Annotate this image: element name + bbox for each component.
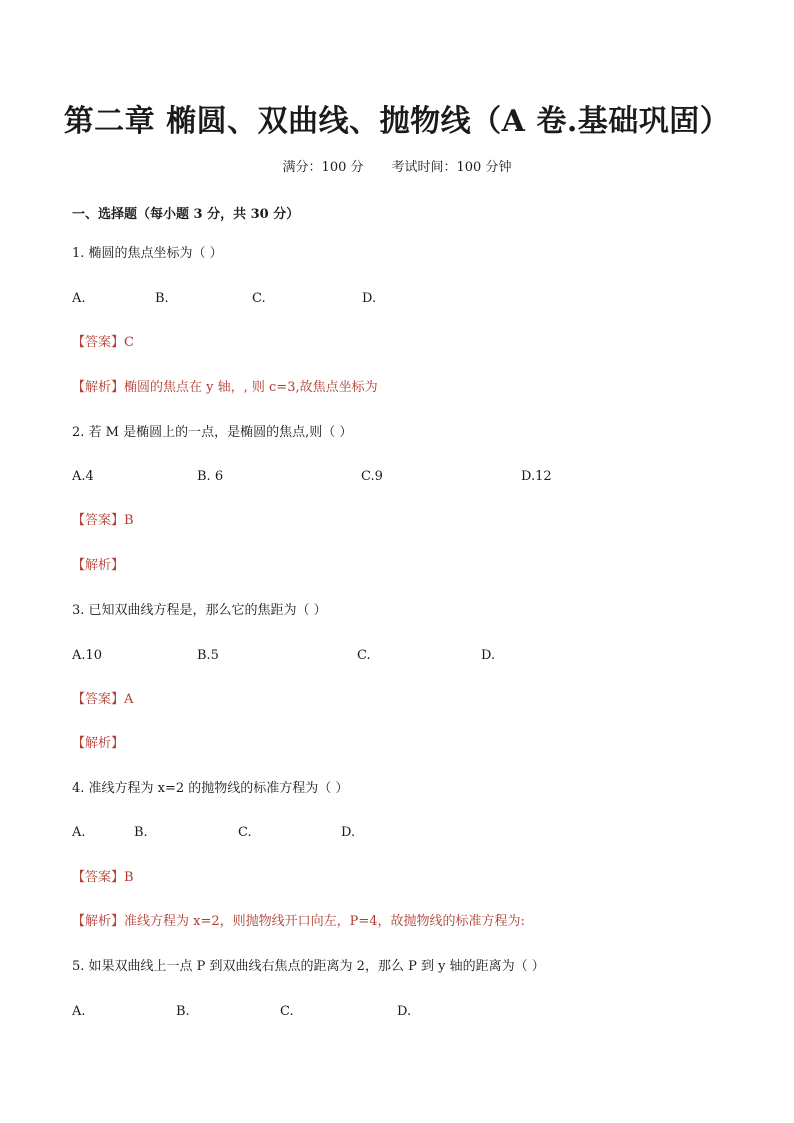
analysis-tag: 【解析】: [72, 380, 125, 395]
exam-meta: [0, 156, 794, 175]
option-d: D.: [481, 648, 496, 663]
option-c: C.: [238, 825, 252, 840]
question-stem: 3. 已知双曲线方程是，那么它的焦距为（ ）: [72, 603, 327, 618]
question-stem: 1. 椭圆的焦点坐标为（ ）: [72, 246, 223, 261]
option-a: A.: [72, 291, 86, 306]
analysis-line: [72, 913, 525, 931]
option-c: C.: [357, 648, 371, 663]
answer-value: B: [124, 513, 134, 528]
option-b: B.5: [197, 648, 219, 663]
option-a: A.: [72, 825, 86, 840]
answer-line: [72, 869, 134, 887]
answer-value: B: [124, 870, 134, 885]
option-a: A.: [72, 1004, 86, 1019]
option-b: B.: [155, 291, 169, 306]
analysis-line: [72, 557, 124, 575]
question-stem: 5. 如果双曲线上一点 P 到双曲线右焦点的距离为 2，那么 P 到 y 轴的距离为（ ）: [72, 959, 545, 974]
answer-tag: 【答案】: [72, 513, 125, 528]
option-c: C.: [280, 1004, 294, 1019]
option-d: D.: [362, 291, 377, 306]
answer-line: [72, 512, 134, 530]
analysis-line: [72, 379, 378, 397]
answer-value: A: [124, 692, 134, 707]
answer-line: [72, 691, 133, 709]
option-b: B.: [176, 1004, 190, 1019]
analysis-line: [72, 735, 124, 753]
analysis-tag: 【解析】: [72, 914, 125, 929]
option-a: A.10: [72, 648, 103, 663]
answer-tag: 【答案】: [72, 335, 125, 350]
option-d: D.: [341, 825, 356, 840]
analysis-text: 准线方程为 x=2，则抛物线开口向左，P=4，故抛物线的标准方程为:: [124, 914, 525, 929]
option-b: B. 6: [197, 469, 224, 484]
option-d: D.: [397, 1004, 412, 1019]
option-c: C.9: [361, 469, 383, 484]
answer-tag: 【答案】: [72, 870, 125, 885]
analysis-text: 椭圆的焦点在 y 轴，, 则 c=3,故焦点坐标为: [124, 380, 378, 395]
option-b: B.: [134, 825, 148, 840]
option-a: A.4: [72, 469, 94, 484]
option-c: C.: [252, 291, 266, 306]
question-stem: 2. 若 M 是椭圆上的一点，是椭圆的焦点,则（ ）: [72, 425, 353, 440]
exam-time: 考试时间：100 分钟: [391, 160, 512, 175]
analysis-tag: 【解析】: [72, 558, 125, 573]
full-score: 满分：100 分: [282, 160, 364, 175]
analysis-tag: 【解析】: [72, 736, 125, 751]
answer-value: C: [124, 335, 134, 350]
answer-tag: 【答案】: [72, 692, 125, 707]
question-stem: 4. 准线方程为 x=2 的抛物线的标准方程为（ ）: [72, 781, 349, 796]
document-title: 第二章 椭圆、双曲线、抛物线（A 卷.基础巩固）: [63, 104, 731, 139]
answer-line: [72, 334, 134, 352]
section-heading: 一、选择题（每小题 3 分，共 30 分）: [72, 207, 300, 222]
option-d: D.12: [521, 469, 552, 484]
